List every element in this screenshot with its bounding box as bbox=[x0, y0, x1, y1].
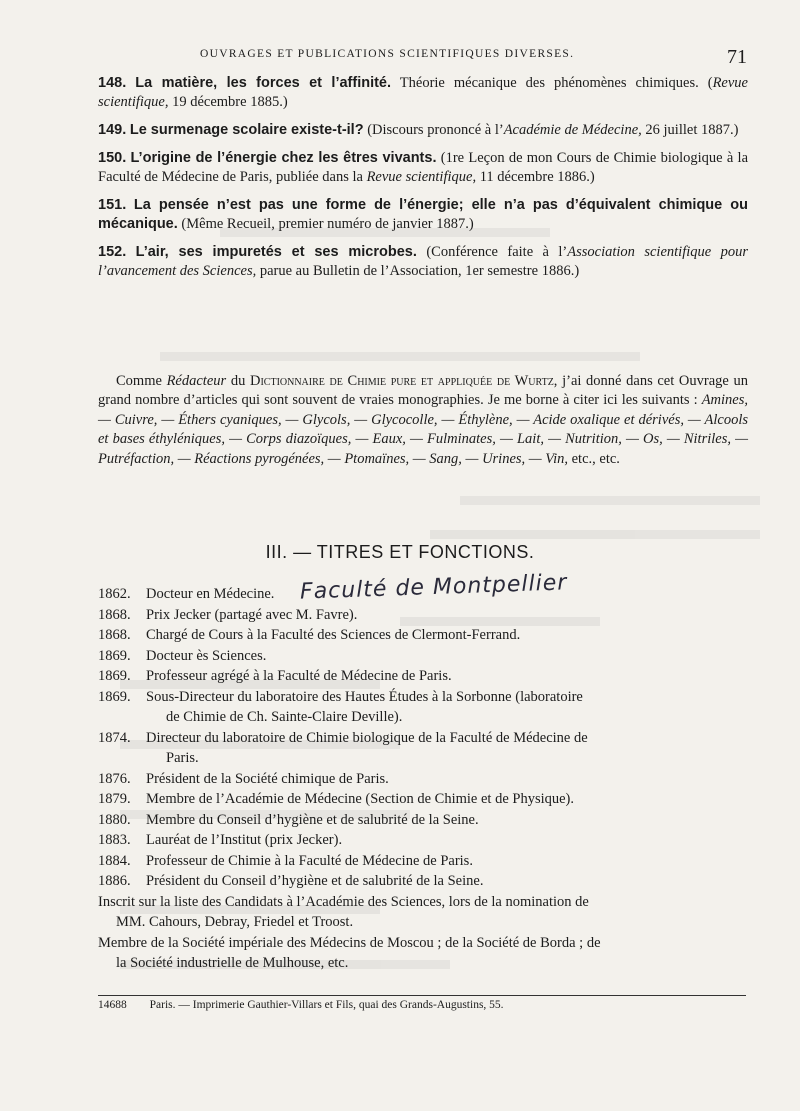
year: 1874. bbox=[98, 729, 131, 746]
list-item bbox=[98, 769, 758, 790]
candidacy-paragraph bbox=[98, 892, 758, 933]
section-title: III. — TITRES ET FONCTIONS. bbox=[265, 542, 535, 562]
entry-date: 11 décembre 1886.) bbox=[476, 169, 595, 185]
year: 1876. bbox=[98, 770, 131, 787]
list-item bbox=[98, 789, 758, 810]
entry-date: parue au Bulletin de l’Association, 1er semestre 1886.) bbox=[256, 263, 580, 279]
entry-number: 148. bbox=[98, 75, 127, 91]
entry-text: (1re Leçon de mon Cours de Chimie biologique à la Faculté de Médecine de Paris, publiée dans la bbox=[98, 150, 749, 185]
redacteur-paragraph bbox=[98, 372, 748, 469]
list-item bbox=[98, 728, 758, 769]
entry-148 bbox=[98, 74, 748, 112]
article-list: Amines, — Cuivre, — Éthers cyaniques, — Glycols, — Glycocolle, — Éthylène, — Acide oxalique et dérivés, — Alcools et bases éthyléniques, — Corps diazoïques, — Eaux, — Fulminates, — Lait, — Nutrition, — Os, — Nitriles, — Putréfaction, — Réactions pyrogénées, — Ptomaïnes, — Sang, — Urines, — Vin, bbox=[98, 392, 748, 467]
list-item bbox=[98, 666, 758, 687]
title-text: Président de la Société chimique de Paris. bbox=[146, 770, 389, 787]
year: 1869. bbox=[98, 668, 131, 684]
year: 1886. bbox=[98, 873, 131, 889]
title-text: Lauréat de l’Institut (prix Jecker). bbox=[146, 832, 343, 848]
memberships-paragraph bbox=[98, 933, 758, 974]
redacteur-role: Rédacteur bbox=[166, 373, 227, 389]
list-item bbox=[98, 605, 758, 626]
title-continuation: de Chimie de Ch. Sainte-Claire Deville). bbox=[166, 709, 403, 725]
entry-number: 149. bbox=[98, 122, 127, 138]
title-text: Chargé de Cours à la Faculté des Sciences de Clermont-Ferrand. bbox=[146, 627, 521, 643]
title-text: Docteur ès Sciences. bbox=[146, 647, 267, 664]
publication-entries bbox=[98, 74, 748, 290]
printer-footer bbox=[98, 999, 504, 1011]
entry-title: L’air, ses impuretés et ses microbes. bbox=[135, 244, 417, 260]
entry-152 bbox=[98, 243, 748, 281]
entry-number: 151. bbox=[98, 197, 127, 213]
entry-title: Le surmenage scolaire existe-t-il? bbox=[129, 122, 364, 138]
paragraph-line: Inscrit sur la liste des Candidats à l’Académie des Sciences, lors de la nomination de bbox=[98, 893, 589, 910]
year: 1869. bbox=[98, 647, 131, 664]
entry-date: 19 décembre 1885.) bbox=[168, 94, 288, 110]
page-number: 71 bbox=[727, 46, 747, 68]
entry-text: (Discours prononcé à l’ bbox=[367, 122, 504, 138]
entry-source: Association scientifique pour l’avancement des Sciences, bbox=[98, 244, 748, 279]
list-item bbox=[98, 625, 758, 646]
title-text: Président du Conseil d’hygiène et de salubrité de la Seine. bbox=[146, 873, 484, 889]
title-continuation: Paris. bbox=[166, 750, 199, 766]
title-text: Prix Jecker (partagé avec M. Favre). bbox=[146, 606, 358, 623]
title-text: Membre de l’Académie de Médecine (Section de Chimie et de Physique). bbox=[146, 791, 575, 807]
title-text: Professeur agrégé à la Faculté de Médecine de Paris. bbox=[146, 668, 452, 684]
paragraph-line: la Société industrielle de Mulhouse, etc. bbox=[116, 955, 349, 971]
handwritten-annotation: Faculté de Montpellier bbox=[299, 570, 568, 605]
year: 1869. bbox=[98, 688, 131, 705]
title-text: Membre du Conseil d’hygiène et de salubrité de la Seine. bbox=[146, 811, 479, 828]
year: 1879. bbox=[98, 791, 131, 807]
list-item bbox=[98, 830, 758, 851]
entry-text: (Conférence faite à l’ bbox=[426, 244, 568, 260]
list-item bbox=[98, 871, 758, 892]
year: 1880. bbox=[98, 811, 131, 828]
entry-title: La matière, les forces et l’affinité. bbox=[135, 75, 392, 91]
list-item bbox=[98, 646, 758, 667]
redacteur-text: Comme bbox=[116, 373, 167, 389]
dictionary-title: Dictionnaire de Chimie pure et appliquée de Wurtz, bbox=[249, 373, 558, 389]
title-text: Professeur de Chimie à la Faculté de Médecine de Paris. bbox=[146, 852, 473, 869]
list-item bbox=[98, 851, 758, 872]
footer-rule bbox=[98, 995, 746, 996]
list-item bbox=[98, 687, 758, 728]
title-text: Docteur en Médecine. bbox=[146, 586, 275, 602]
year: 1883. bbox=[98, 832, 131, 848]
title-text: Directeur du laboratoire de Chimie biologique de la Faculté de Médecine de bbox=[146, 729, 588, 746]
entry-150 bbox=[98, 149, 748, 187]
print-number: 14688 bbox=[98, 999, 127, 1011]
entry-source: Revue scientifique, bbox=[98, 75, 748, 110]
running-head: OUVRAGES ET PUBLICATIONS SCIENTIFIQUES DIVERSES. bbox=[200, 48, 575, 60]
year: 1862. bbox=[98, 586, 131, 602]
redacteur-text: etc., etc. bbox=[568, 450, 620, 467]
printer-imprint: Paris. — Imprimerie Gauthier-Villars et Fils, quai des Grands-Augustins, 55. bbox=[149, 999, 504, 1011]
year: 1868. bbox=[98, 627, 131, 643]
entry-text: (Même Recueil, premier numéro de janvier 1887.) bbox=[181, 216, 474, 232]
entry-date: 26 juillet 1887.) bbox=[641, 122, 739, 138]
entry-text: Théorie mécanique des phénomènes chimiques. ( bbox=[399, 75, 713, 91]
title-text: Sous-Directeur du laboratoire des Hautes Études à la Sorbonne (laboratoire bbox=[146, 688, 583, 705]
entry-title: La pensée n’est pas une forme de l’énergie; elle n’a pas d’équivalent chimique ou mécanique. bbox=[98, 197, 748, 232]
entry-151 bbox=[98, 196, 748, 234]
redacteur-text: du bbox=[226, 373, 250, 389]
paragraph-line: Membre de la Société impériale des Médecins de Moscou ; de la Société de Borda ; de bbox=[98, 934, 601, 951]
list-item bbox=[98, 810, 758, 831]
year: 1884. bbox=[98, 852, 131, 869]
redacteur-text: j’ai donné dans cet Ouvrage un grand nombre d’articles qui sont souvent de vraies monographies. Je me borne à citer ici les suivants : bbox=[98, 373, 748, 409]
titles-list bbox=[98, 584, 758, 974]
entry-source: Académie de Médecine, bbox=[503, 122, 642, 138]
entry-149 bbox=[98, 121, 748, 140]
entry-number: 152. bbox=[98, 244, 127, 260]
year: 1868. bbox=[98, 606, 131, 623]
paragraph-line: MM. Cahours, Debray, Friedel et Troost. bbox=[116, 914, 354, 930]
entry-number: 150. bbox=[98, 150, 127, 166]
entry-source: Revue scientifique, bbox=[366, 169, 477, 185]
list-item bbox=[98, 584, 758, 605]
entry-title: L’origine de l’énergie chez les êtres vivants. bbox=[130, 150, 437, 166]
